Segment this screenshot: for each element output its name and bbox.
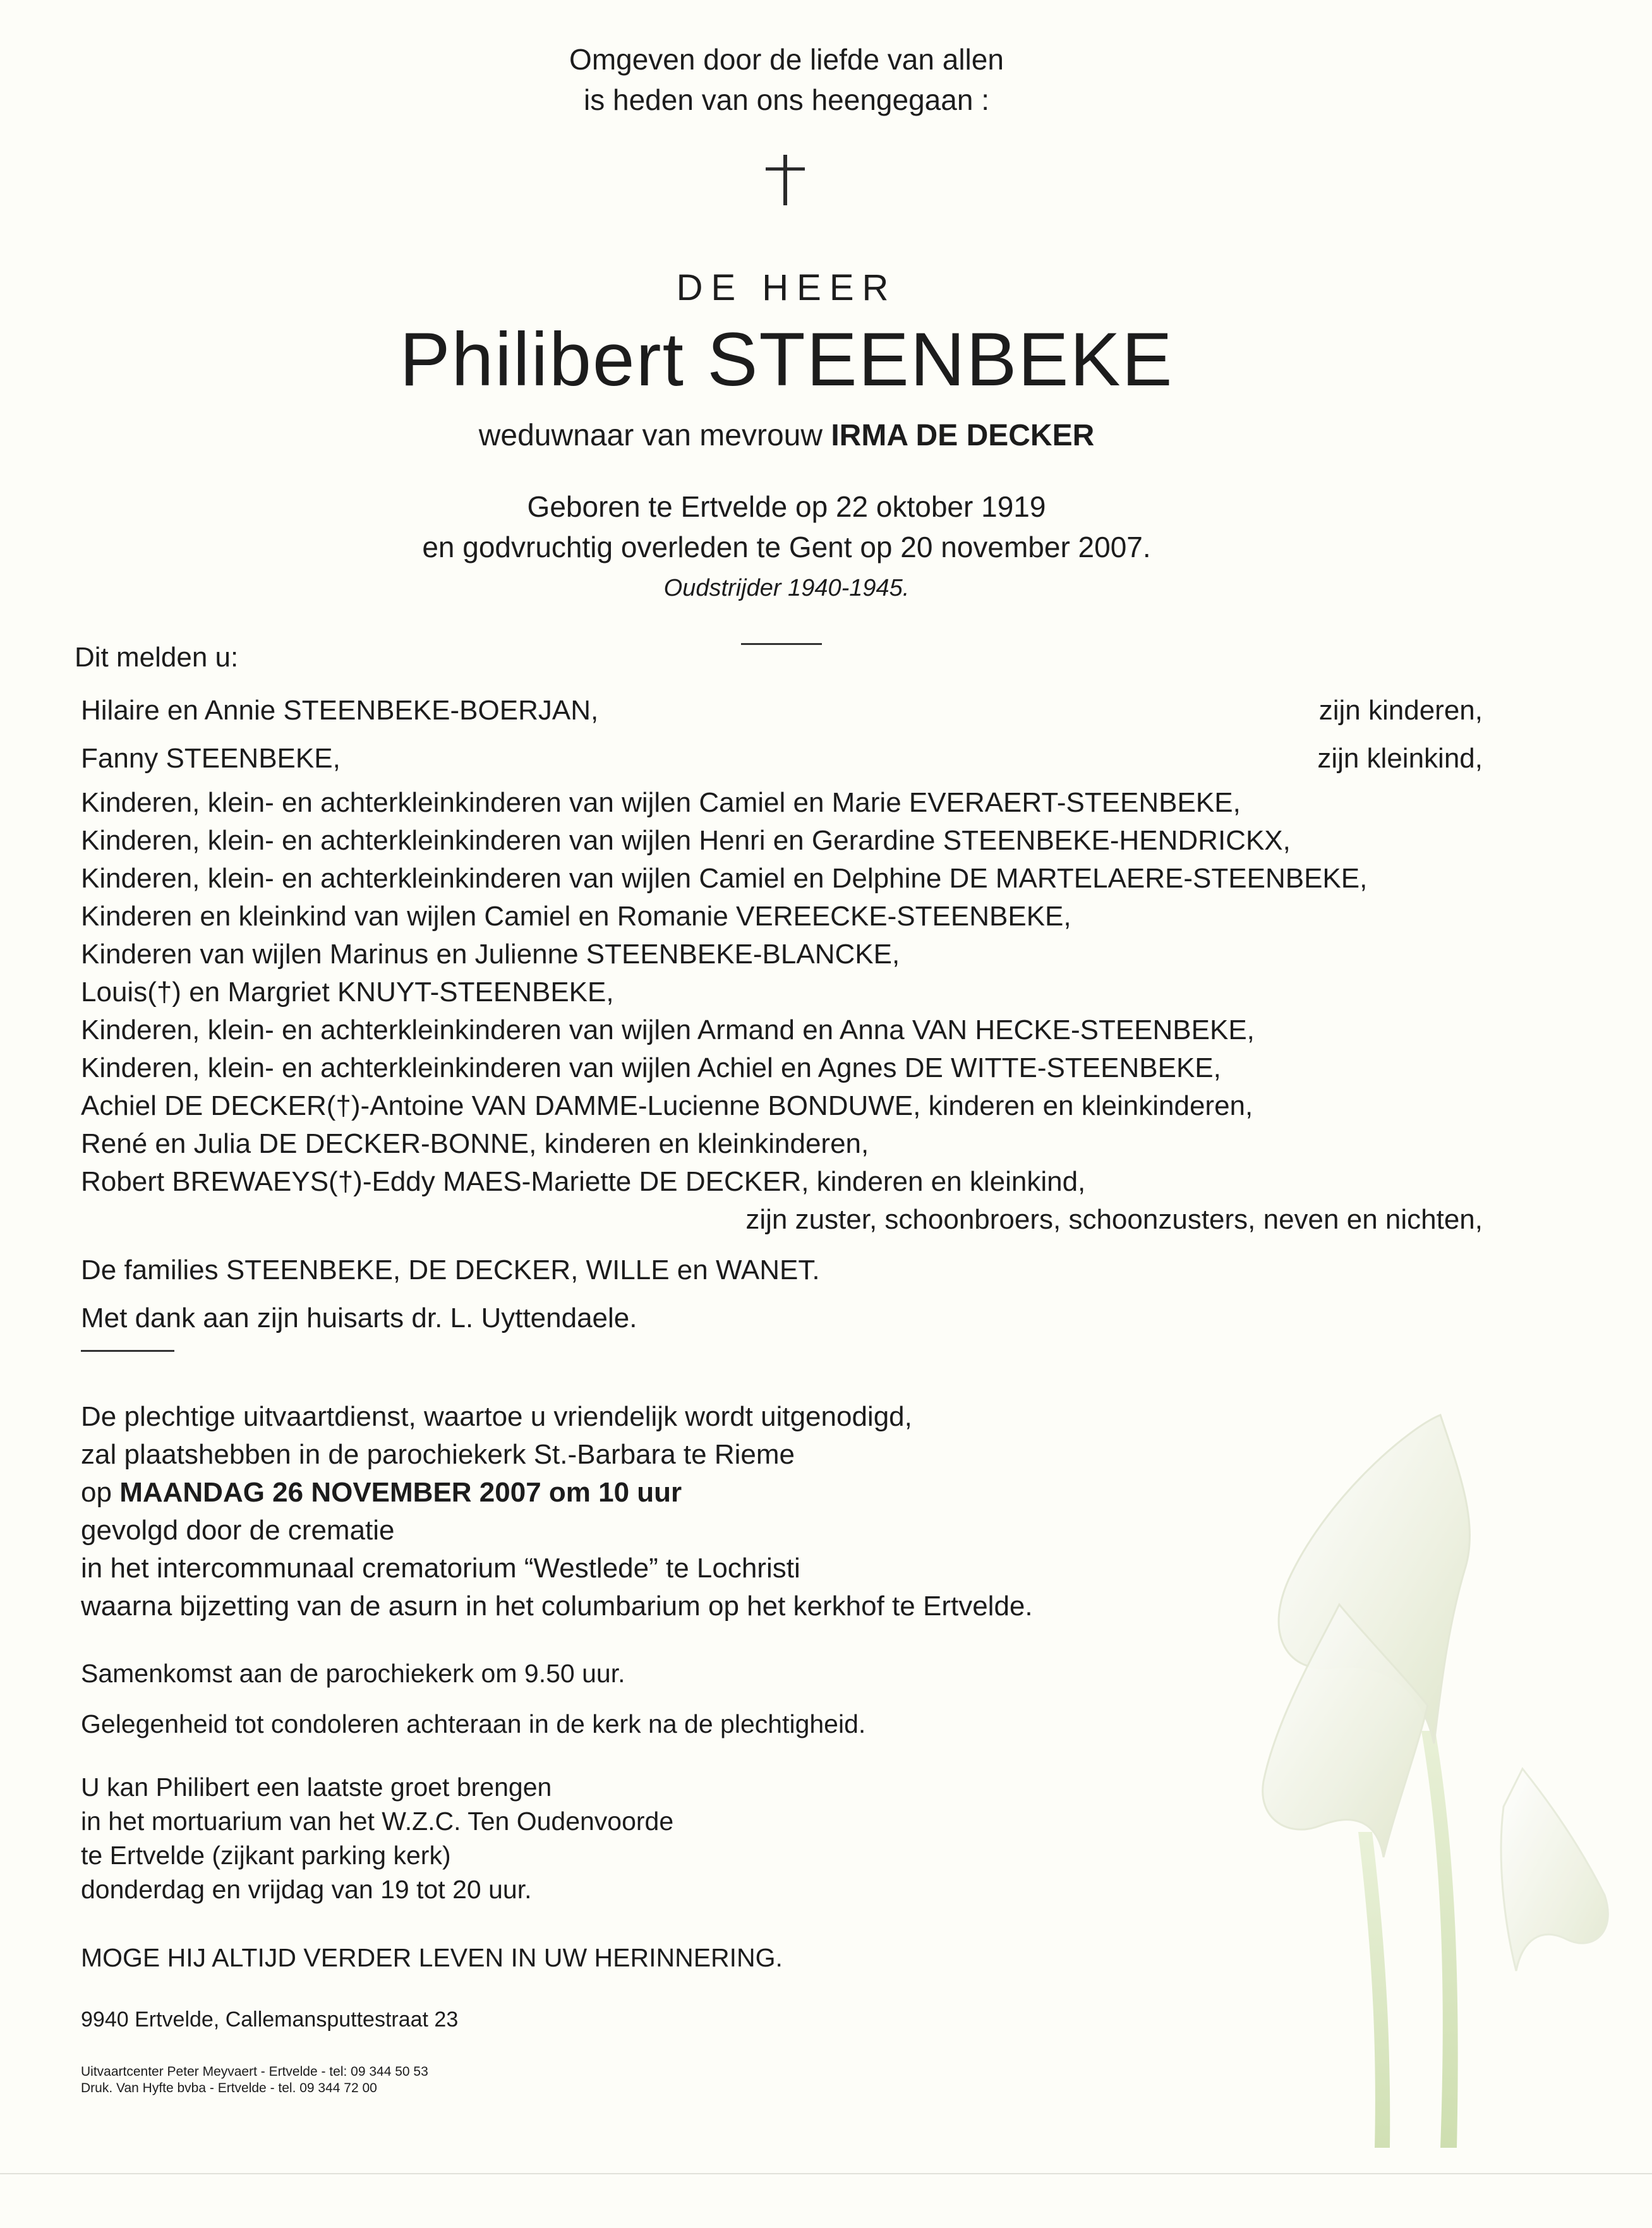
condolences-line: Gelegenheid tot condoleren achteraan in de kerk na de plechtigheid. <box>81 1709 866 1738</box>
service-line: De plechtige uitvaartdienst, waartoe u vriendelijk wordt uitgenodigd, <box>81 1401 912 1432</box>
calla-lily-image <box>1251 1402 1630 2148</box>
gathering-line: Samenkomst aan de parochiekerk om 9.50 uur. <box>81 1659 625 1688</box>
service-date <box>81 1477 682 1508</box>
bottom-border <box>0 2173 1652 2174</box>
farewell-line: donderdag en vrijdag van 19 tot 20 uur. <box>81 1875 532 1904</box>
intro-line-2: is heden van ons heengegaan : <box>584 83 989 116</box>
service-date-bold: MAANDAG 26 NOVEMBER 2007 om 10 uur <box>119 1477 682 1508</box>
intro-line-1: Omgeven door de liefde van allen <box>569 43 1004 76</box>
family-line: René en Julia DE DECKER-BONNE, kinderen en kleinkinderen, <box>81 1128 869 1159</box>
extended-relation: zijn zuster, schoonbroers, schoonzusters, neven en nichten, <box>745 1204 1483 1235</box>
credit-line: Druk. Van Hyfte bvba - Ertvelde - tel. 09 344 72 00 <box>81 2081 377 2095</box>
birth-line: Geboren te Ertvelde op 22 oktober 1919 <box>527 490 1046 523</box>
relative-name: Fanny STEENBEKE, <box>81 743 341 774</box>
death-line: en godvruchtig overleden te Gent op 20 november 2007. <box>422 531 1151 563</box>
farewell-line: U kan Philibert een laatste groet brengen <box>81 1773 552 1802</box>
family-line: Louis(†) en Margriet KNUYT-STEENBEKE, <box>81 977 614 1008</box>
cross-icon <box>783 155 787 205</box>
address: 9940 Ertvelde, Callemansputtestraat 23 <box>81 2008 459 2032</box>
service-date-prefix: op <box>81 1477 112 1508</box>
intro-text <box>0 39 1573 120</box>
family-line: Kinderen, klein- en achterkleinkinderen van wijlen Achiel en Agnes DE WITTE-STEENBEKE, <box>81 1052 1221 1083</box>
deceased-name: Philibert STEENBEKE <box>399 317 1174 402</box>
family-line: Kinderen, klein- en achterkleinkinderen van wijlen Camiel en Delphine DE MARTELAERE-STEENBEKE, <box>81 863 1368 894</box>
veteran-note: Oudstrijder 1940-1945. <box>663 575 910 601</box>
lily-flower <box>1501 1769 1608 1971</box>
families-line: De families STEENBEKE, DE DECKER, WILLE en WANET. <box>81 1255 820 1286</box>
divider <box>81 1350 174 1352</box>
relative-relation: zijn kinderen, <box>1318 695 1483 726</box>
farewell-line: in het mortuarium van het W.Z.C. Ten Oudenvoorde <box>81 1807 674 1836</box>
service-line: in het intercommunaal crematorium “Westlede” te Lochristi <box>81 1553 800 1584</box>
family-line: Achiel DE DECKER(†)-Antoine VAN DAMME-Lucienne BONDUWE, kinderen en kleinkinderen, <box>81 1090 1253 1121</box>
family-line: Kinderen, klein- en achterkleinkinderen van wijlen Camiel en Marie EVERAERT-STEENBEKE, <box>81 787 1241 818</box>
lily-stem <box>1358 1832 1390 2148</box>
lily-stem <box>1421 1731 1458 2148</box>
relative-name: Hilaire en Annie STEENBEKE-BOERJAN, <box>81 695 599 726</box>
divider <box>741 643 822 645</box>
life-dates <box>0 486 1573 567</box>
family-line: Robert BREWAEYS(†)-Eddy MAES-Mariette DE DECKER, kinderen en kleinkind, <box>81 1166 1086 1197</box>
service-line: waarna bijzetting van de asurn in het columbarium op het kerkhof te Ertvelde. <box>81 1591 1033 1622</box>
service-line: zal plaatshebben in de parochiekerk St.-Barbara te Rieme <box>81 1439 795 1470</box>
relative-relation: zijn kleinkind, <box>1317 743 1483 774</box>
closing-line: MOGE HIJ ALTIJD VERDER LEVEN IN UW HERINNERING. <box>81 1943 783 1972</box>
announcement-intro: Dit melden u: <box>75 642 239 673</box>
thanks-line: Met dank aan zijn huisarts dr. L. Uyttendaele. <box>81 1303 637 1334</box>
family-line: Kinderen van wijlen Marinus en Julienne STEENBEKE-BLANCKE, <box>81 939 900 970</box>
family-line: Kinderen, klein- en achterkleinkinderen van wijlen Armand en Anna VAN HECKE-STEENBEKE, <box>81 1015 1255 1045</box>
credit-line: Uitvaartcenter Peter Meyvaert - Ertvelde - tel: 09 344 50 53 <box>81 2064 428 2079</box>
honorific: DE HEER <box>676 267 897 308</box>
farewell-line: te Ertvelde (zijkant parking kerk) <box>81 1841 451 1870</box>
widower-line <box>0 418 1573 453</box>
service-line: gevolgd door de crematie <box>81 1515 395 1546</box>
widower-prefix: weduwnaar van mevrouw <box>478 419 823 452</box>
family-line: Kinderen, klein- en achterkleinkinderen van wijlen Henri en Gerardine STEENBEKE-HENDRICKX, <box>81 825 1291 856</box>
spouse-name: IRMA DE DECKER <box>831 419 1095 452</box>
family-line: Kinderen en kleinkind van wijlen Camiel en Romanie VEREECKE-STEENBEKE, <box>81 901 1071 932</box>
